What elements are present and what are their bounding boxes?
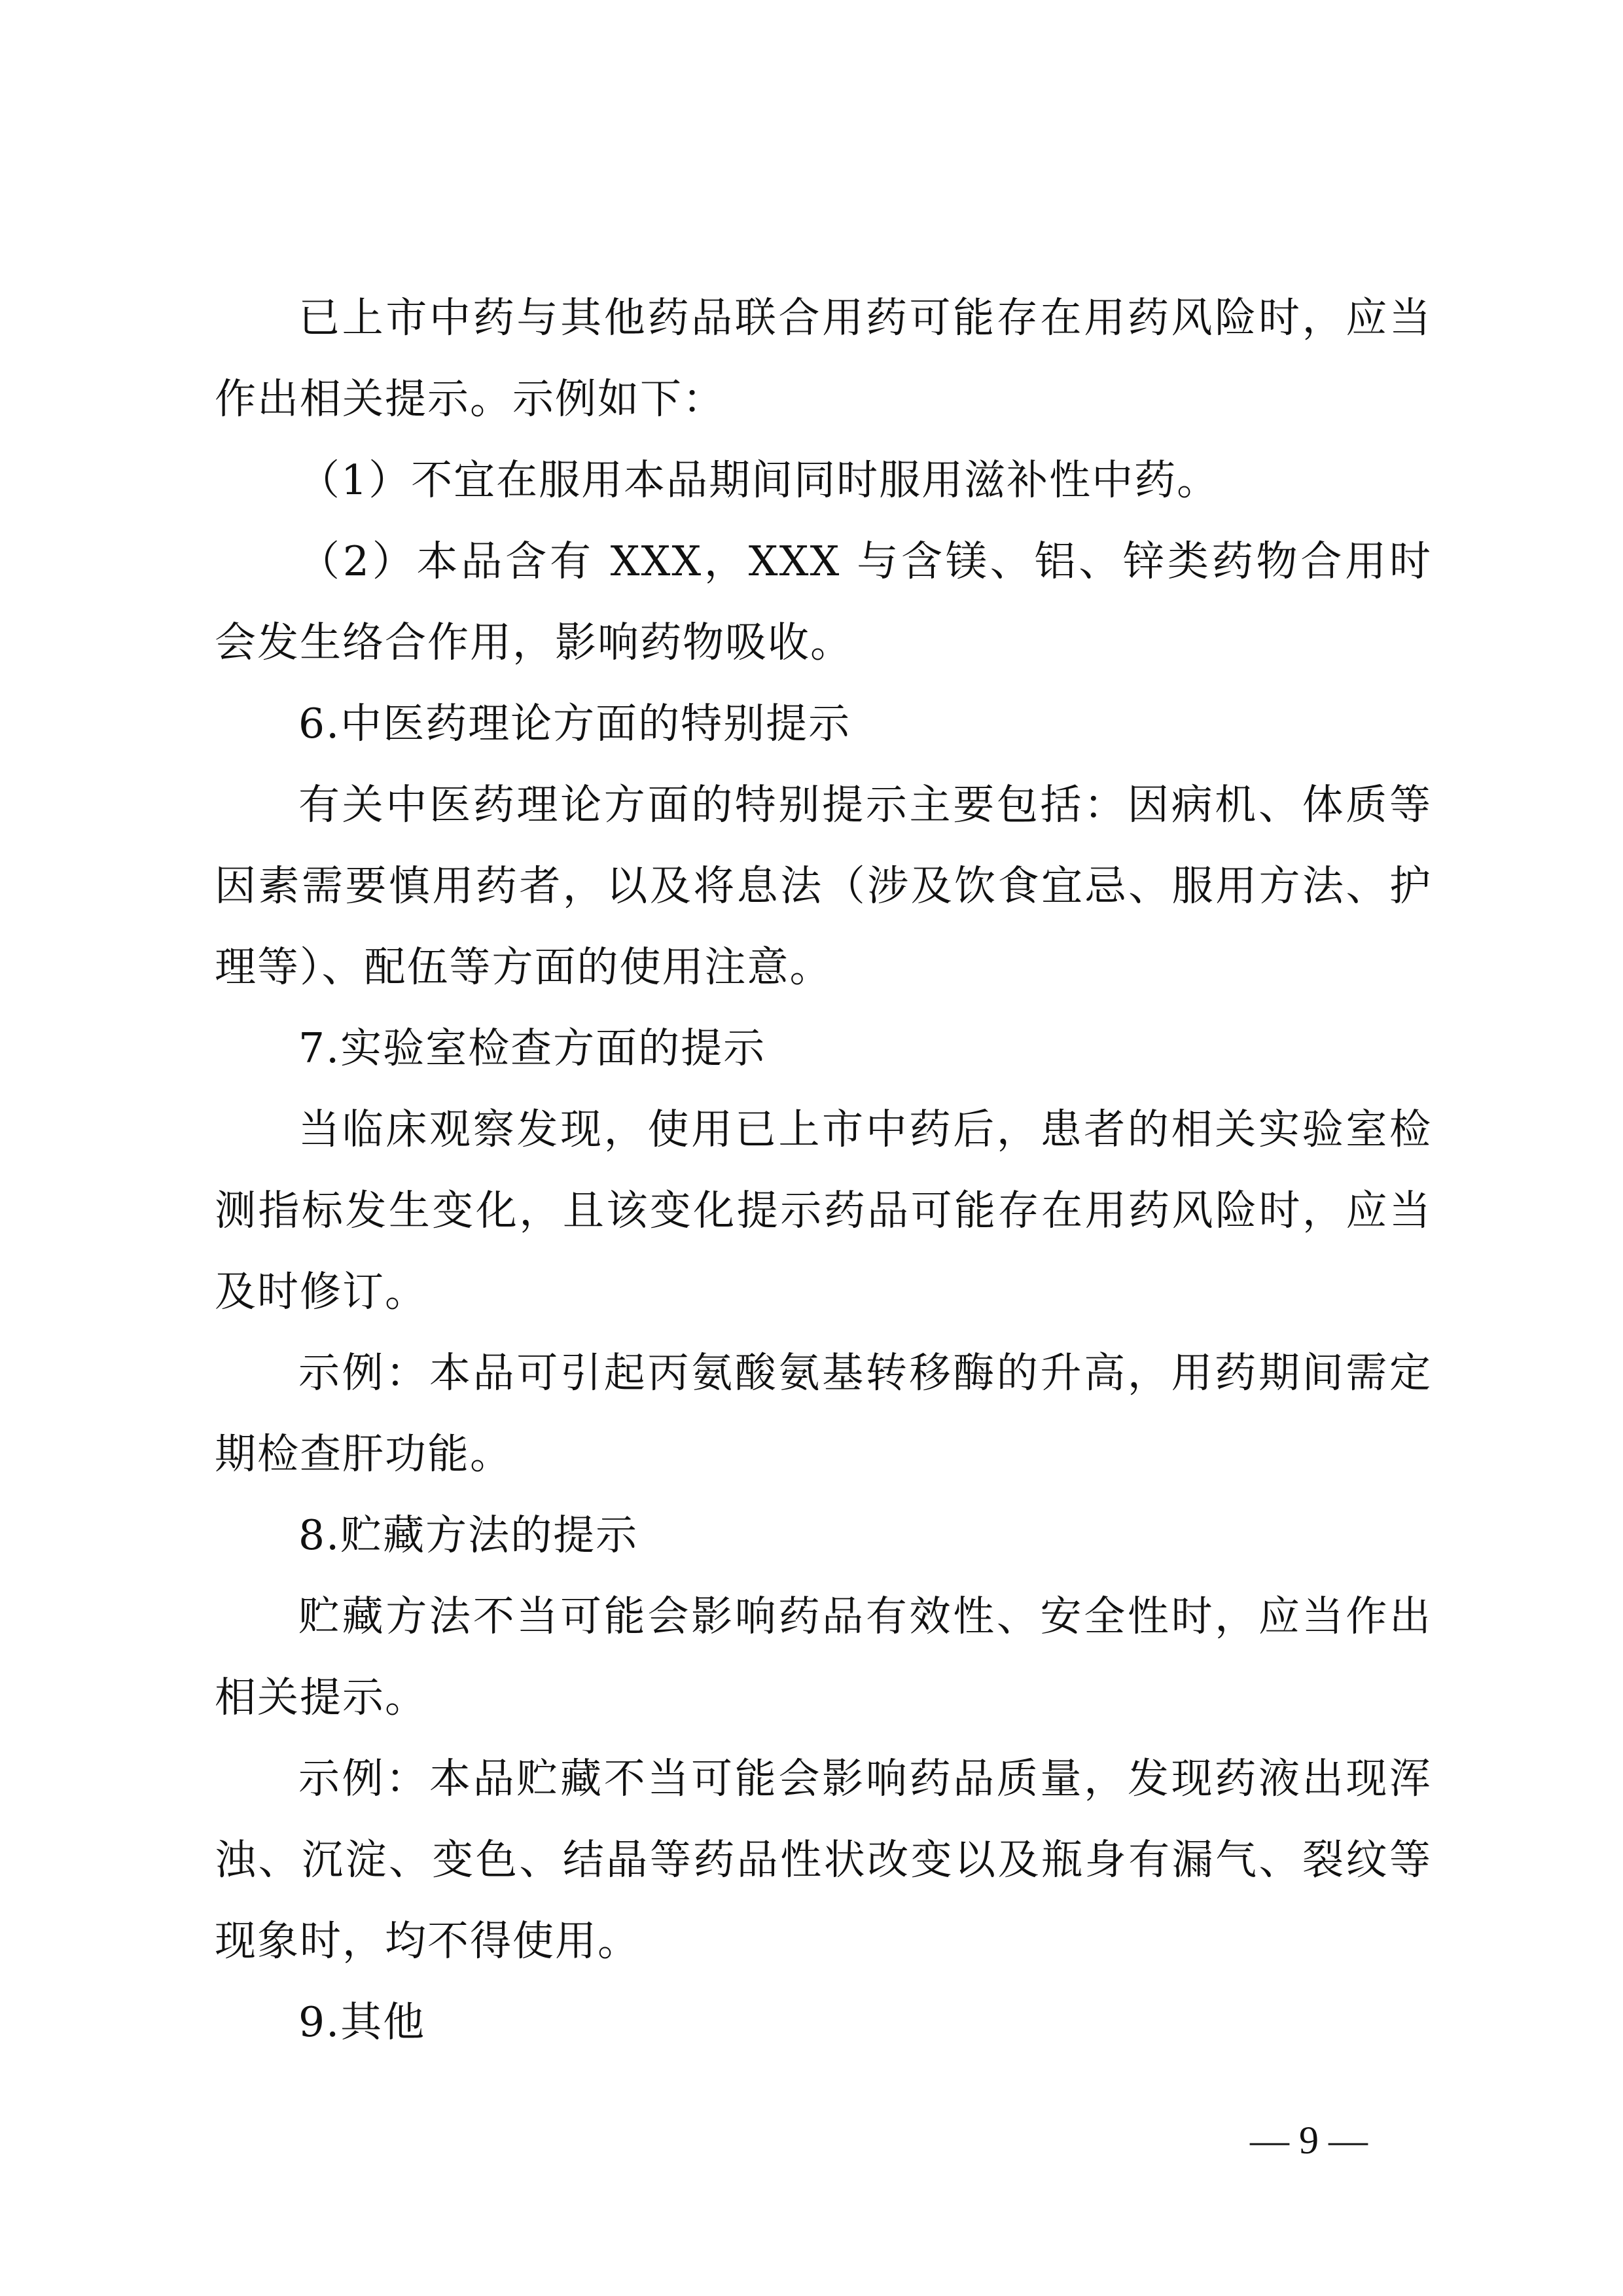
paragraph-line: 已上市中药与其他药品联合用药可能存在用药风险时，应当 [298, 294, 1432, 342]
section-heading: 7.实验室检查方面的提示 [298, 1024, 766, 1072]
paragraph-line: 现象时，均不得使用。 [215, 1917, 640, 1965]
section-heading: 6.中医药理论方面的特别提示 [298, 700, 851, 747]
paragraph-line: 理等）、配伍等方面的使用注意。 [215, 943, 832, 991]
list-item: （1）不宜在服用本品期间同时服用滋补性中药。 [298, 456, 1220, 504]
paragraph-line: 测指标发生变化，且该变化提示药品可能存在用药风险时，应当 [215, 1187, 1432, 1234]
section-heading: 8.贮藏方法的提示 [298, 1511, 639, 1559]
paragraph-line: 有关中医药理论方面的特别提示主要包括：因病机、体质等 [298, 781, 1432, 829]
paragraph-line: 因素需要慎用药者，以及将息法（涉及饮食宜忌、服用方法、护 [215, 862, 1432, 910]
paragraph-line: 示例：本品贮藏不当可能会影响药品质量，发现药液出现浑 [298, 1755, 1432, 1803]
paragraph-line: 相关提示。 [215, 1674, 427, 1721]
paragraph-line: 期检查肝功能。 [215, 1430, 512, 1478]
list-item: （2）本品含有 XXX，XXX 与含镁、铝、锌类药物合用时 [298, 537, 1432, 585]
paragraph-line: 作出相关提示。示例如下： [215, 375, 725, 423]
paragraph-line: 示例：本品可引起丙氨酸氨基转移酶的升高，用药期间需定 [298, 1349, 1432, 1397]
section-heading: 9.其他 [298, 1998, 426, 2046]
page-number: — 9 — [1250, 2119, 1368, 2162]
paragraph-line: 贮藏方法不当可能会影响药品有效性、安全性时，应当作出 [298, 1592, 1432, 1640]
paragraph-line: 会发生络合作用，影响药物吸收。 [215, 619, 853, 666]
paragraph-line: 及时修订。 [215, 1268, 427, 1316]
paragraph-line: 浊、沉淀、变色、结晶等药品性状改变以及瓶身有漏气、裂纹等 [215, 1836, 1432, 1884]
paragraph-line: 当临床观察发现，使用已上市中药后，患者的相关实验室检 [298, 1105, 1432, 1153]
